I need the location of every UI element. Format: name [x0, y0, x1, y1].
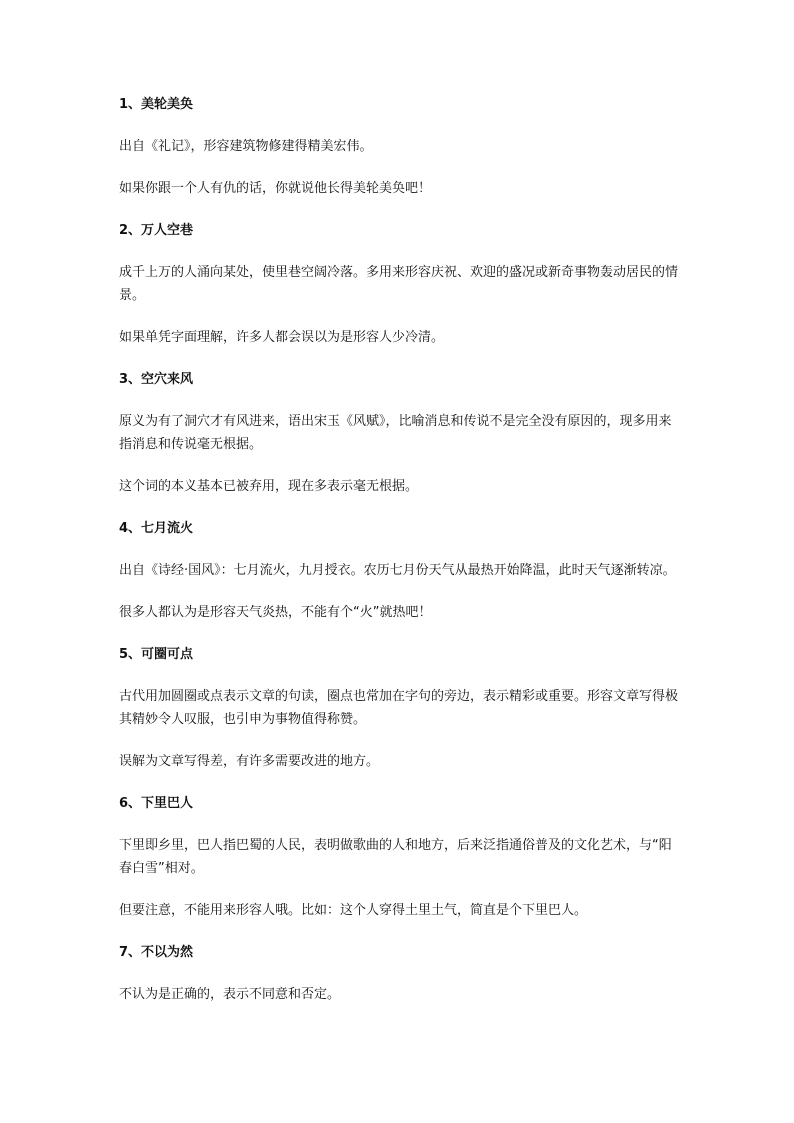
section-heading: 2、万人空巷	[119, 223, 194, 238]
section-heading: 6、下里巴人	[119, 796, 194, 811]
section-heading: 7、不以为然	[119, 945, 194, 960]
document-body	[119, 93, 679, 1025]
section-paragraph: 出自《诗经·国风》：七月流火，九月授衣。农历七月份天气从最热开始降温，此时天气逐渐转凉。	[119, 563, 676, 578]
section-4	[119, 517, 679, 624]
section-paragraph: 但要注意，不能用来形容人哦。比如：这个人穿得土里土气，简直是个下里巴人。	[119, 903, 588, 918]
section-paragraph: 误解为文章写得差，有许多需要改进的地方。	[119, 754, 380, 769]
section-paragraph: 不认为是正确的，表示不同意和否定。	[119, 987, 341, 1002]
section-paragraph: 古代用加圆圈或点表示文章的句读，圈点也常加在字句的旁边，表示精彩或重要。形容文章写得极其精妙令人叹服，也引申为事物值得称赞。	[119, 689, 679, 727]
section-paragraph: 下里即乡里，巴人指巴蜀的人民，表明做歌曲的人和地方，后来泛指通俗普及的文化艺术，与“阳春白雪”相对。	[119, 838, 672, 876]
section-heading: 4、七月流火	[119, 521, 194, 536]
section-heading: 5、可圈可点	[119, 647, 194, 662]
section-paragraph: 如果单凭字面理解，许多人都会误以为是形容人少冷清。	[119, 330, 445, 345]
section-heading: 1、美轮美奂	[119, 97, 194, 112]
section-paragraph: 如果你跟一个人有仇的话，你就说他长得美轮美奂吧！	[119, 181, 432, 196]
section-paragraph: 出自《礼记》，形容建筑物修建得精美宏伟。	[119, 139, 373, 154]
section-2	[119, 219, 679, 349]
section-1	[119, 93, 679, 200]
section-7	[119, 941, 679, 1006]
section-3	[119, 368, 679, 498]
section-paragraph: 很多人都认为是形容天气炎热，不能有个“火”就热吧！	[119, 605, 432, 620]
section-6	[119, 792, 679, 922]
section-heading: 3、空穴来风	[119, 372, 194, 387]
section-paragraph: 成千上万的人涌向某处，使里巷空阔冷落。多用来形容庆祝、欢迎的盛况或新奇事物轰动居民的情景。	[119, 265, 679, 303]
section-paragraph: 原义为有了洞穴才有风进来，语出宋玉《风赋》，比喻消息和传说不是完全没有原因的，现多用来指消息和传说毫无根据。	[119, 414, 672, 452]
section-paragraph: 这个词的本义基本已被弃用，现在多表示毫无根据。	[119, 479, 419, 494]
section-5	[119, 643, 679, 773]
